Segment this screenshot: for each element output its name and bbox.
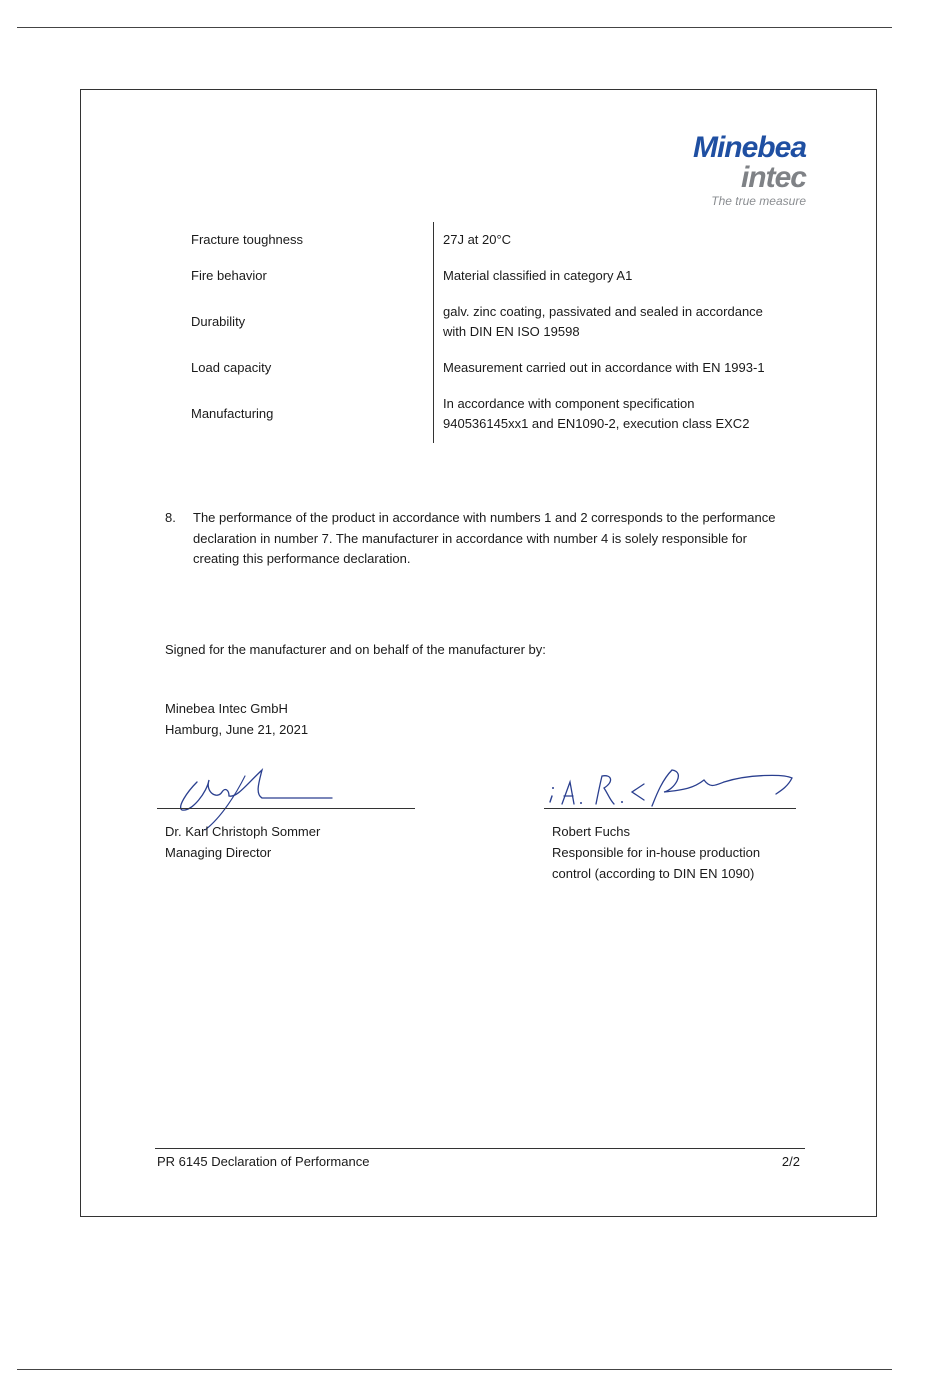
property-label: Load capacity [191, 360, 272, 375]
property-label: Fire behavior [191, 268, 267, 283]
signature-block-left [157, 760, 417, 870]
logo-wordmark-minebea: Minebea [692, 131, 806, 164]
section-text: The performance of the product in accordance with numbers 1 and 2 corresponds to the performance declaration in number 7. The manufacturer in accordance with number 4 is solely responsible for creating this performance declaration. [193, 510, 776, 566]
property-value: Measurement carried out in accordance with EN 1993-1 [443, 360, 765, 375]
footer-rule [155, 1148, 805, 1149]
property-value: galv. zinc coating, passivated and sealed in accordance with DIN EN ISO 19598 [443, 304, 763, 339]
handwritten-signature-fuchs [544, 760, 804, 810]
place-date: Hamburg, June 21, 2021 [165, 722, 309, 737]
company-name: Minebea Intec GmbH [165, 701, 288, 716]
signed-statement: Signed for the manufacturer and on behalf of the manufacturer by: [165, 642, 546, 657]
footer-document-title: PR 6145 Declaration of Performance [157, 1154, 370, 1169]
signatory-name: Dr. Karl Christoph Sommer [165, 824, 321, 839]
logo-wordmark-intec: intec [740, 161, 806, 194]
signatory-role: Managing Director [165, 845, 272, 860]
properties-table [81, 220, 878, 445]
signature-block-right [544, 760, 804, 890]
properties-divider [433, 222, 434, 443]
property-value: In accordance with component specification 940536145xx1 and EN1090-2, execution class EXC2 [443, 396, 750, 431]
section-number: 8. [165, 510, 176, 525]
top-rule [17, 27, 892, 28]
minebea-intec-logo [611, 132, 806, 212]
logo-tagline: The true measure [711, 194, 806, 208]
property-value: Material classified in category A1 [443, 268, 633, 283]
signatory-role: Responsible for in-house production [552, 845, 761, 860]
property-label: Manufacturing [191, 406, 274, 421]
signatory-role: control (according to DIN EN 1090) [552, 866, 755, 881]
signature-line [157, 808, 415, 809]
signature-line [544, 808, 796, 809]
company-block [165, 698, 308, 740]
signatory-name: Robert Fuchs [552, 824, 631, 839]
property-label: Durability [191, 314, 246, 329]
bottom-rule [17, 1369, 892, 1370]
footer-page-number: 2/2 [781, 1154, 800, 1169]
property-value: 27J at 20°C [443, 232, 512, 247]
property-label: Fracture toughness [191, 232, 304, 247]
document-page [80, 89, 877, 1217]
